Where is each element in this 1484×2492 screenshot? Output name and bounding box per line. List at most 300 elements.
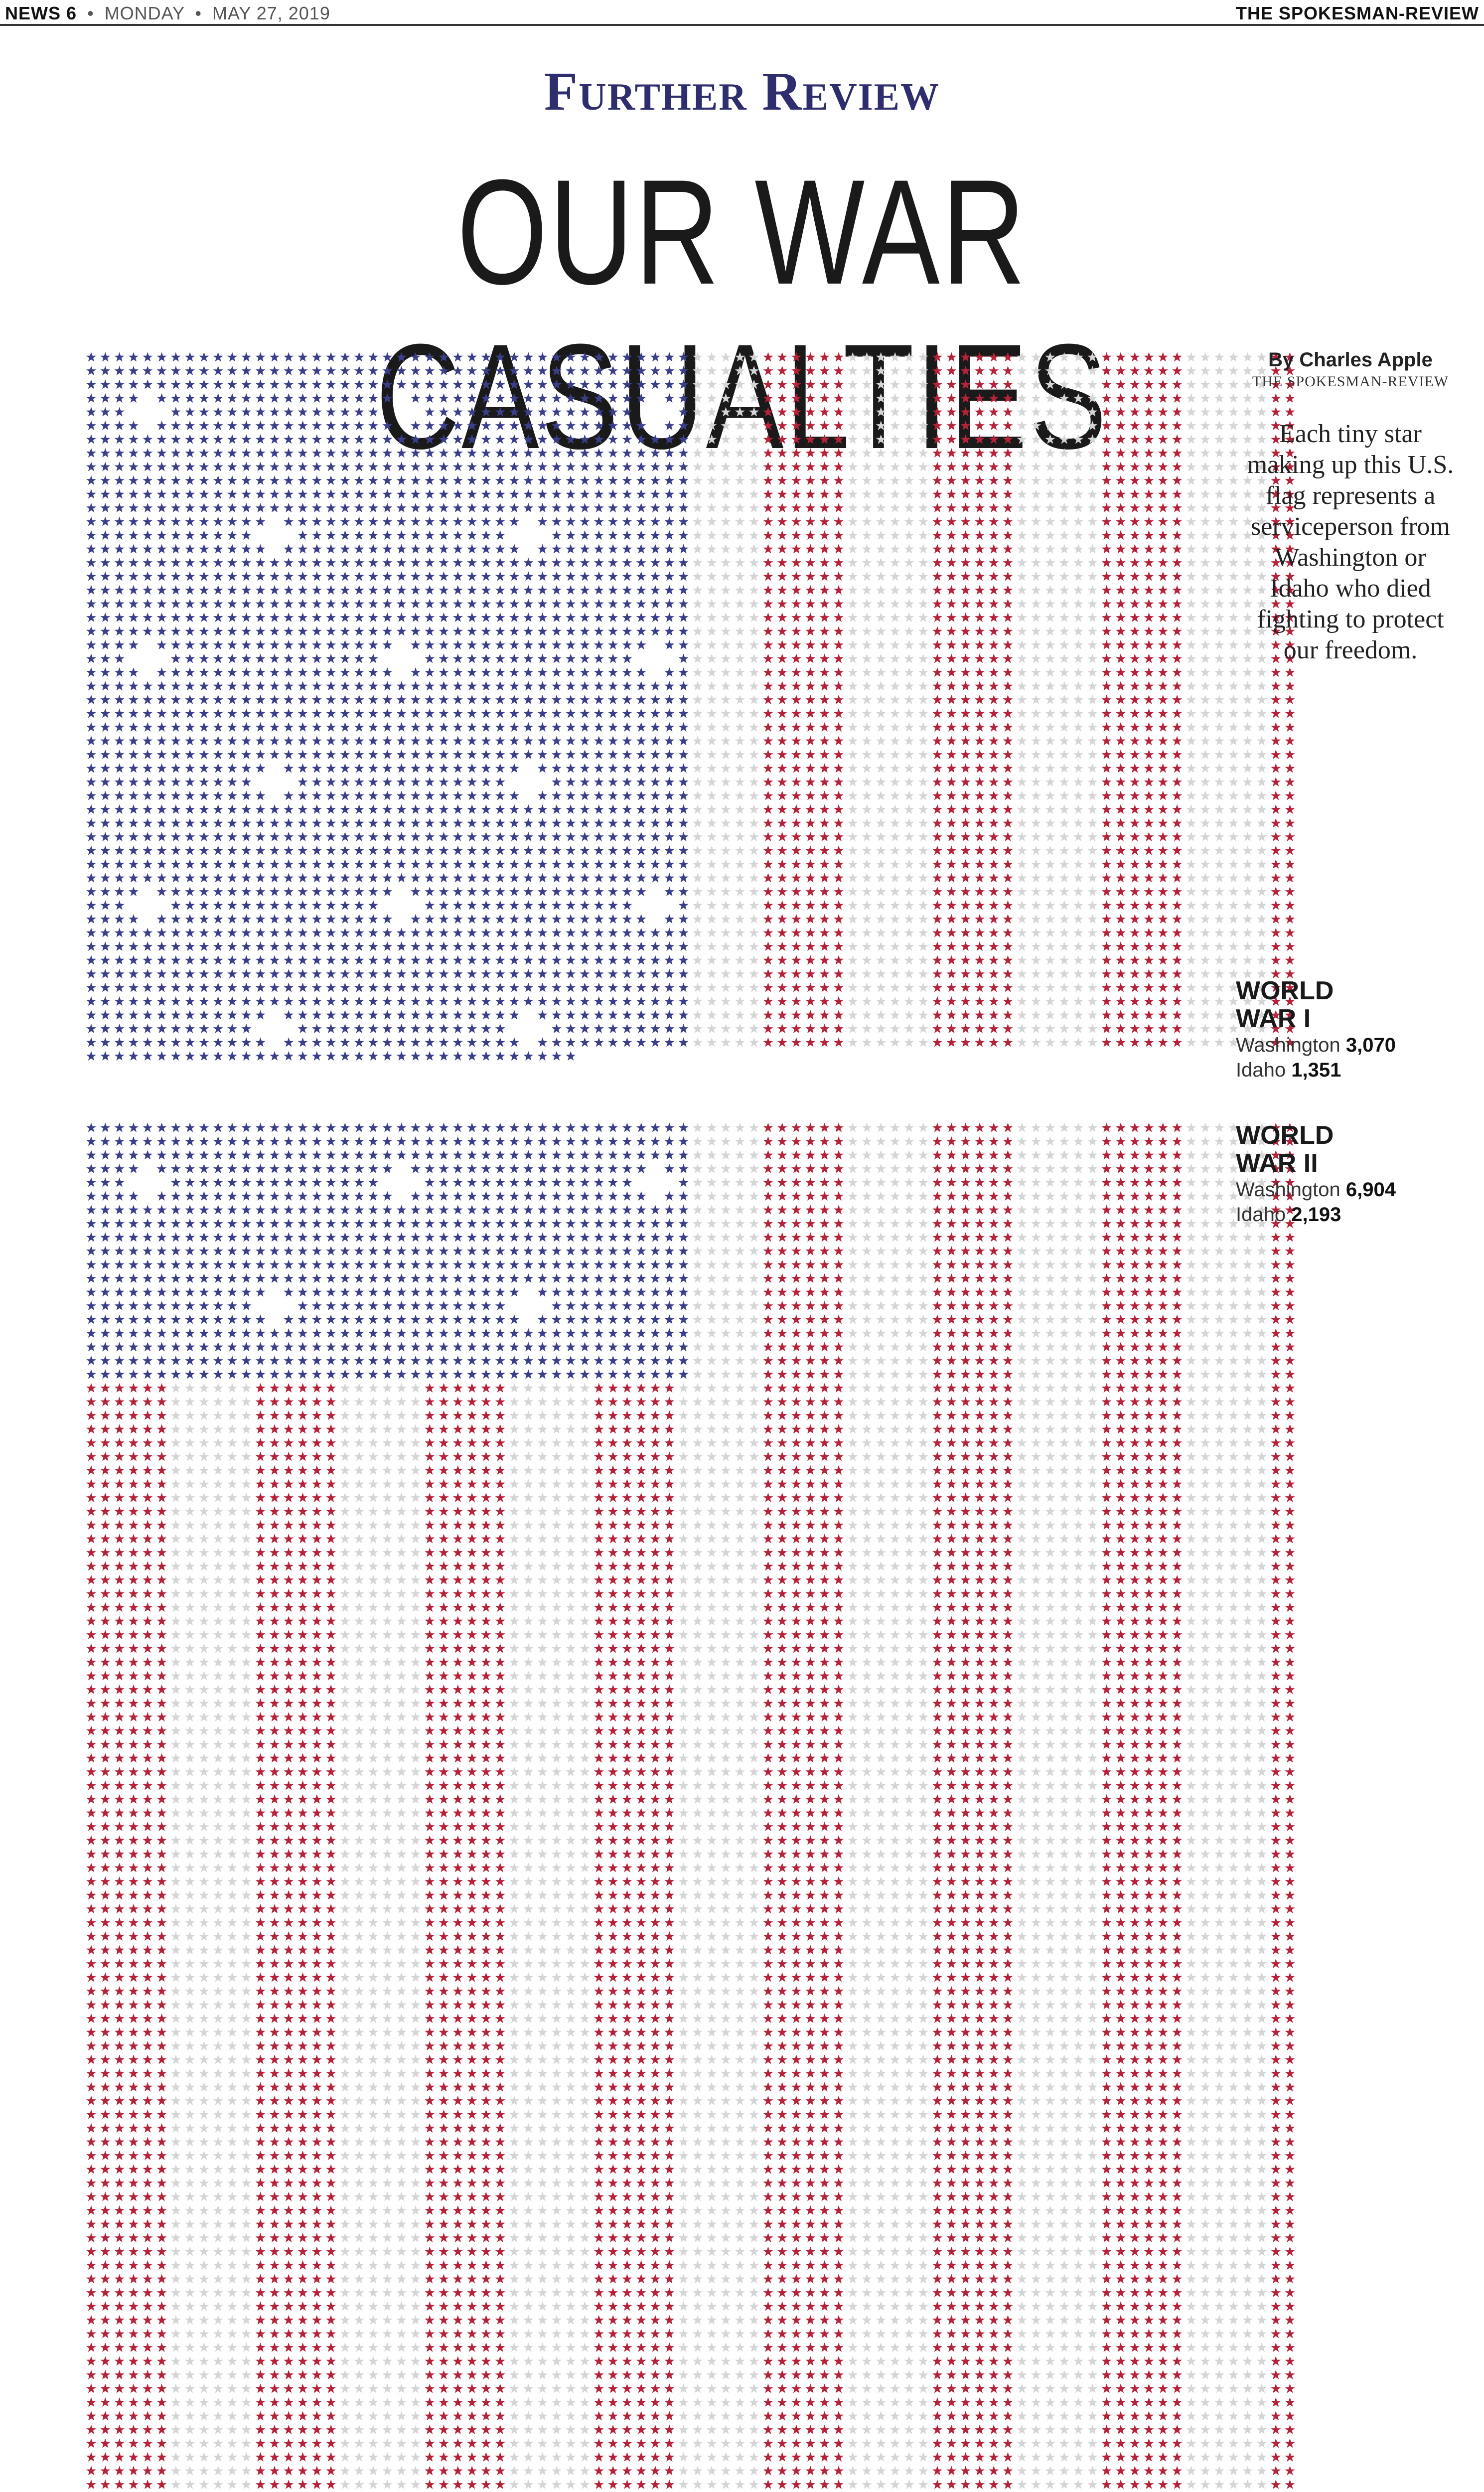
casualty-star (1031, 599, 1041, 609)
casualty-star (862, 613, 872, 622)
casualty-star (608, 681, 618, 691)
casualty-star (1102, 722, 1112, 732)
casualty-star (481, 572, 491, 581)
casualty-star (805, 654, 815, 663)
casualty-star (918, 654, 928, 663)
casualty-star (312, 380, 322, 389)
casualty-star (241, 352, 251, 362)
casualty-star (735, 544, 745, 554)
casualty-star (707, 722, 717, 732)
casualty-star (213, 517, 223, 526)
casualty-star (284, 613, 294, 622)
casualty-star (721, 709, 731, 718)
casualty-star (1003, 475, 1013, 485)
casualty-star (270, 489, 280, 499)
casualty-star (1087, 640, 1097, 649)
casualty-star (1130, 352, 1140, 362)
casualty-star (425, 667, 435, 677)
casualty-star (876, 613, 886, 622)
casualty-star (115, 640, 125, 649)
casualty-star (425, 613, 435, 622)
casualty-star (989, 572, 999, 581)
casualty-star (1102, 489, 1112, 499)
casualty-star (904, 681, 914, 691)
casualty-star (862, 558, 872, 567)
casualty-star (256, 435, 266, 444)
casualty-star (664, 517, 674, 526)
casualty-star (735, 681, 745, 691)
casualty-star (679, 462, 689, 471)
casualty-star (876, 380, 886, 389)
casualty-star (1045, 393, 1055, 403)
casualty-star (918, 352, 928, 362)
casualty-star (566, 462, 576, 471)
casualty-star (1073, 558, 1083, 567)
casualty-star (115, 572, 125, 581)
casualty-star (157, 599, 167, 609)
casualty-star (157, 681, 167, 691)
casualty-star (453, 640, 463, 649)
casualty-star (453, 407, 463, 417)
casualty-star (862, 503, 872, 512)
casualty-star (284, 421, 294, 430)
casualty-star (312, 366, 322, 375)
casualty-star (1045, 681, 1055, 691)
casualty-star (171, 366, 181, 375)
casualty-star (1200, 544, 1210, 554)
casualty-star (1003, 407, 1013, 417)
casualty-star (989, 695, 999, 704)
casualty-star (1059, 352, 1069, 362)
casualty-star (538, 462, 548, 471)
casualty-star (1073, 667, 1083, 677)
casualty-star (1285, 722, 1295, 732)
casualty-star (693, 352, 703, 362)
casualty-star (693, 722, 703, 732)
casualty-star (650, 475, 660, 485)
casualty-star (100, 352, 110, 362)
casualty-star (227, 681, 237, 691)
casualty-star (622, 448, 632, 458)
casualty-star (538, 736, 548, 746)
casualty-star (862, 366, 872, 375)
casualty-star (1017, 489, 1027, 499)
casualty-star (749, 421, 759, 430)
casualty-star (989, 489, 999, 499)
casualty-star (777, 517, 787, 526)
casualty-star (791, 407, 801, 417)
casualty-star (650, 503, 660, 512)
casualty-star (1228, 517, 1238, 526)
casualty-star (721, 530, 731, 540)
casualty-star (481, 626, 491, 636)
casualty-star (129, 475, 139, 485)
casualty-star (256, 462, 266, 471)
casualty-star (904, 407, 914, 417)
casualty-star (693, 530, 703, 540)
casualty-star (1116, 681, 1126, 691)
casualty-star (679, 544, 689, 554)
casualty-star (552, 544, 562, 554)
casualty-star (1059, 407, 1069, 417)
casualty-star (876, 352, 886, 362)
casualty-star (735, 695, 745, 704)
casualty-star (580, 448, 590, 458)
casualty-star (241, 489, 251, 499)
casualty-star (185, 393, 195, 403)
casualty-star (1200, 585, 1210, 595)
casualty-star (1116, 366, 1126, 375)
casualty-star (791, 736, 801, 746)
casualty-star (100, 558, 110, 567)
casualty-star (298, 544, 308, 554)
casualty-star (1200, 407, 1210, 417)
casualty-star (227, 448, 237, 458)
casualty-star (650, 517, 660, 526)
casualty-star (890, 585, 900, 595)
casualty-star (467, 667, 477, 677)
casualty-star (707, 435, 717, 444)
casualty-star (1243, 681, 1253, 691)
casualty-star (86, 352, 96, 362)
casualty-star (1200, 393, 1210, 403)
casualty-star (791, 393, 801, 403)
casualty-star (213, 709, 223, 718)
casualty-star (946, 448, 956, 458)
casualty-star (594, 475, 604, 485)
casualty-star (185, 475, 195, 485)
casualty-star (467, 572, 477, 581)
casualty-star (1087, 626, 1097, 636)
casualty-star (961, 517, 971, 526)
casualty-star (636, 681, 646, 691)
casualty-star (834, 407, 844, 417)
casualty-star (481, 503, 491, 512)
casualty-star (763, 448, 773, 458)
casualty-star (721, 667, 731, 677)
casualty-star (820, 407, 830, 417)
casualty-star (143, 366, 152, 375)
casualty-star (1116, 544, 1126, 554)
casualty-star (1017, 681, 1027, 691)
casualty-star (1045, 530, 1055, 540)
casualty-star (439, 352, 449, 362)
casualty-star (890, 530, 900, 540)
casualty-star (679, 475, 689, 485)
casualty-star (86, 709, 96, 718)
casualty-star (594, 421, 604, 430)
casualty-star (890, 544, 900, 554)
casualty-star (707, 352, 717, 362)
casualty-star (679, 366, 689, 375)
casualty-star (1031, 380, 1041, 389)
casualty-star (890, 475, 900, 485)
casualty-star (707, 544, 717, 554)
casualty-star (707, 393, 717, 403)
casualty-star (312, 681, 322, 691)
casualty-star (467, 435, 477, 444)
casualty-star (538, 722, 548, 732)
casualty-star (876, 695, 886, 704)
casualty-star (961, 626, 971, 636)
casualty-star (1116, 667, 1126, 677)
casualty-star (467, 613, 477, 622)
casualty-star (975, 517, 985, 526)
casualty-star (326, 681, 336, 691)
casualty-star (862, 722, 872, 732)
casualty-star (1102, 654, 1112, 663)
casualty-star (157, 503, 167, 512)
casualty-star (298, 503, 308, 512)
casualty-star (1017, 435, 1027, 444)
casualty-star (481, 599, 491, 609)
casualty-star (1158, 503, 1168, 512)
casualty-star (636, 722, 646, 732)
casualty-star (354, 503, 364, 512)
casualty-star (1017, 352, 1027, 362)
casualty-star (1059, 667, 1069, 677)
casualty-star (580, 709, 590, 718)
casualty-star (777, 393, 787, 403)
casualty-star (115, 421, 125, 430)
casualty-star (834, 352, 844, 362)
newspaper-name: THE SPOKESMAN-REVIEW (1236, 3, 1479, 24)
casualty-star (650, 489, 660, 499)
casualty-star (932, 667, 942, 677)
casualty-star (467, 475, 477, 485)
casualty-star (86, 462, 96, 471)
casualty-star (820, 393, 830, 403)
casualty-star (509, 599, 519, 609)
casualty-star (904, 654, 914, 663)
casualty-star (622, 667, 632, 677)
casualty-star (1186, 421, 1196, 430)
casualty-star (284, 667, 294, 677)
casualty-star (1144, 654, 1154, 663)
casualty-star (566, 709, 576, 718)
casualty-star (594, 489, 604, 499)
casualty-star (594, 613, 604, 622)
casualty-star (1102, 352, 1112, 362)
casualty-star (425, 681, 435, 691)
casualty-star (904, 626, 914, 636)
casualty-star (820, 462, 830, 471)
casualty-star (171, 530, 181, 540)
casualty-star (932, 517, 942, 526)
casualty-star (143, 681, 152, 691)
casualty-star (1200, 380, 1210, 389)
casualty-star (1228, 613, 1238, 622)
casualty-star (411, 435, 421, 444)
casualty-star (834, 517, 844, 526)
casualty-star (100, 448, 110, 458)
casualty-star (425, 572, 435, 581)
casualty-star (241, 517, 251, 526)
casualty-star (199, 585, 209, 595)
casualty-star (284, 544, 294, 554)
casualty-star (1087, 654, 1097, 663)
casualty-star (298, 421, 308, 430)
casualty-star (636, 393, 646, 403)
casualty-star (1214, 380, 1224, 389)
casualty-star (679, 654, 689, 663)
casualty-star (538, 585, 548, 595)
casualty-star (1144, 709, 1154, 718)
casualty-star (876, 572, 886, 581)
casualty-star (932, 352, 942, 362)
casualty-star (791, 695, 801, 704)
casualty-star (368, 517, 378, 526)
casualty-star (86, 613, 96, 622)
casualty-star (1214, 681, 1224, 691)
casualty-star (354, 530, 364, 540)
casualty-star (946, 572, 956, 581)
casualty-star (185, 681, 195, 691)
casualty-star (1172, 654, 1182, 663)
casualty-star (453, 380, 463, 389)
casualty-star (1186, 613, 1196, 622)
casualty-star (946, 503, 956, 512)
casualty-star (975, 558, 985, 567)
casualty-star (340, 366, 350, 375)
casualty-star (608, 475, 618, 485)
casualty-star (397, 722, 407, 732)
casualty-star (693, 681, 703, 691)
casualty-star (411, 475, 421, 485)
casualty-star (1200, 421, 1210, 430)
casualty-star (523, 558, 533, 567)
casualty-star (523, 681, 533, 691)
casualty-star (904, 722, 914, 732)
casualty-star (523, 475, 533, 485)
casualty-star (1031, 626, 1041, 636)
casualty-star (481, 435, 491, 444)
casualty-star (679, 503, 689, 512)
casualty-star (284, 503, 294, 512)
casualty-star (382, 722, 392, 732)
casualty-star (749, 640, 759, 649)
casualty-star (918, 435, 928, 444)
casualty-star (143, 380, 152, 389)
casualty-star (298, 654, 308, 663)
casualty-star (566, 517, 576, 526)
casualty-star (241, 475, 251, 485)
casualty-star (1144, 489, 1154, 499)
casualty-star (961, 709, 971, 718)
casualty-star (1172, 462, 1182, 471)
casualty-star (86, 475, 96, 485)
casualty-star (439, 695, 449, 704)
casualty-star (763, 530, 773, 540)
casualty-star (989, 407, 999, 417)
casualty-star (227, 380, 237, 389)
casualty-star (890, 380, 900, 389)
casualty-star (523, 572, 533, 581)
casualty-star (594, 640, 604, 649)
casualty-star (298, 352, 308, 362)
casualty-star (199, 475, 209, 485)
casualty-star (636, 366, 646, 375)
casualty-star (439, 489, 449, 499)
casualty-star (636, 558, 646, 567)
casualty-star (650, 435, 660, 444)
casualty-star (608, 613, 618, 622)
casualty-star (664, 448, 674, 458)
casualty-star (848, 435, 858, 444)
casualty-star (411, 709, 421, 718)
casualty-star (411, 736, 421, 746)
casualty-star (1102, 681, 1112, 691)
casualty-star (848, 558, 858, 567)
casualty-star (1003, 352, 1013, 362)
casualty-star (1045, 654, 1055, 663)
casualty-star (848, 626, 858, 636)
casualty-star (848, 736, 858, 746)
casualty-star (1031, 585, 1041, 595)
casualty-star (538, 654, 548, 663)
casualty-star (213, 393, 223, 403)
casualty-star (256, 517, 266, 526)
casualty-star (566, 503, 576, 512)
casualty-star (171, 544, 181, 554)
casualty-star (199, 352, 209, 362)
casualty-star (1186, 448, 1196, 458)
casualty-star (876, 448, 886, 458)
casualty-star (1017, 421, 1027, 430)
casualty-star (312, 667, 322, 677)
casualty-star (495, 435, 505, 444)
casualty-star (1172, 695, 1182, 704)
casualty-star (1130, 585, 1140, 595)
casualty-star (256, 572, 266, 581)
casualty-star (961, 448, 971, 458)
casualty-star (693, 613, 703, 622)
casualty-star (777, 407, 787, 417)
casualty-star (495, 366, 505, 375)
casualty-star (552, 640, 562, 649)
casualty-star (143, 503, 152, 512)
casualty-star (890, 352, 900, 362)
casualty-star (820, 435, 830, 444)
casualty-star (227, 489, 237, 499)
casualty-star (580, 667, 590, 677)
casualty-star (932, 626, 942, 636)
casualty-star (566, 475, 576, 485)
casualty-star (946, 475, 956, 485)
casualty-star (368, 448, 378, 458)
casualty-star (552, 709, 562, 718)
casualty-star (918, 489, 928, 499)
casualty-star (241, 695, 251, 704)
casualty-star (1186, 393, 1196, 403)
casualty-star (495, 626, 505, 636)
casualty-star (425, 736, 435, 746)
casualty-star (1017, 709, 1027, 718)
casualty-star (679, 640, 689, 649)
casualty-star (932, 407, 942, 417)
casualty-star (115, 654, 125, 663)
casualty-star (650, 709, 660, 718)
casualty-star (876, 626, 886, 636)
casualty-star (608, 736, 618, 746)
casualty-star (848, 709, 858, 718)
casualty-star (876, 503, 886, 512)
casualty-star (1045, 572, 1055, 581)
casualty-star (1031, 366, 1041, 375)
casualty-star (340, 667, 350, 677)
casualty-star (735, 503, 745, 512)
casualty-star (989, 366, 999, 375)
